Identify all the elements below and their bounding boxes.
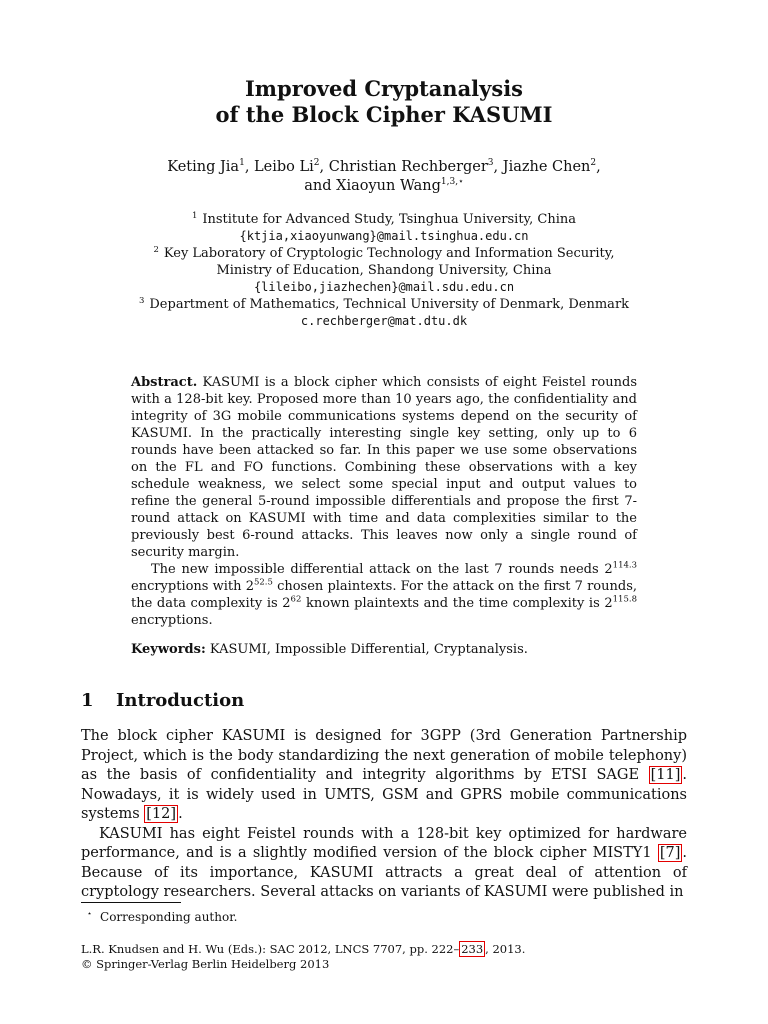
abstract-text: chosen plaintexts. For the attack on the first 7 rounds, the data complexity is 2 (131, 579, 637, 611)
body-text-run: KASUMI has eight Feistel rounds with a 128-bit key optimized for hardware performance, and is a slightly modified version of the block cipher MISTY1 (81, 825, 687, 861)
body-text-run: . Nowadays, it is widely used in UMTS, GSM and GPRS mobile communications systems (81, 767, 687, 822)
affiliation-email: c.rechberger@mat.dtu.dk (300, 314, 468, 328)
abstract-paragraph-1 (131, 374, 637, 561)
imprint-text: L.R. Knudsen and H. Wu (Eds.): SAC 2012, LNCS 7707, pp. 222– (81, 942, 460, 956)
author-name: Christian Rechberger (328, 159, 488, 175)
affiliation-name: Department of Mathematics, Technical University of Denmark, Denmark (149, 297, 630, 312)
affiliation-2 (0, 245, 768, 262)
citation-link[interactable]: [11] (650, 767, 681, 783)
author-affil-mark: 2 (313, 158, 320, 169)
body-text-run: . (178, 806, 183, 822)
affiliation-number: 3 (138, 295, 145, 306)
abstract-text: The new impossible differential attack on the last 7 rounds needs 2 (151, 562, 613, 577)
publication-imprint (81, 942, 525, 972)
abstract-label: Abstract. (131, 375, 198, 390)
page-range-link[interactable]: 233 (461, 942, 484, 956)
author-name: Jiazhe Chen (502, 159, 591, 175)
author-affil-mark: 1 (239, 158, 245, 169)
abstract-text: KASUMI is a block cipher which consists of eight Feistel rounds with a 128-bit key. Proposed more than 10 years ago, the confidentiality and integrity of 3G mobile communications systems depend on the security of KASUMI. In the practically interesting single key setting, only up to 6 rounds have been attacked so far. In this paper we use some observations on the FL and FO functions. Combining these observations with a key schedule weakness, we select some special input and output values to refine the general 5-round impossible differentials and propose the first 7-round attack on KASUMI with time and data complexities similar to the previously best 6-round attacks. This leaves now only a single round of security margin. (131, 375, 637, 560)
author-affil-mark: 2 (590, 158, 597, 169)
body-paragraph-2 (81, 825, 687, 903)
keywords-label: Keywords: (131, 642, 206, 657)
body-text-run: The block cipher KASUMI is designed for 3GPP (3rd Generation Partnership Project, which is the body standardizing the next generation of mobile telephony) as the basis of confidentiality and integrity algorithms by ETSI SAGE (81, 728, 687, 783)
affiliation-number: 2 (153, 244, 159, 255)
keywords (131, 641, 637, 658)
author-name: Leibo Li (254, 159, 314, 175)
affiliations (0, 211, 768, 330)
affiliation-name: Institute for Advanced Study, Tsinghua University, China (202, 212, 577, 227)
author-affil-mark: 3 (487, 158, 494, 169)
exponent: 115.8 (612, 594, 637, 605)
exponent: 52.5 (253, 577, 273, 588)
section-number: 1 (81, 690, 94, 711)
section-heading (81, 690, 244, 711)
imprint-citation (81, 942, 525, 957)
affiliation-3 (0, 296, 768, 313)
footnote-mark: ⋆ (87, 909, 93, 918)
title-line-1: Improved Cryptanalysis (244, 76, 523, 101)
author-name: and Xiaoyun Wang (304, 178, 441, 194)
section-title: Introduction (116, 690, 245, 711)
abstract-text: known plaintexts and the time complexity is 2 (301, 596, 613, 611)
affiliation-name: Key Laboratory of Cryptologic Technology and Information Security, (163, 246, 615, 261)
abstract (131, 374, 637, 658)
author-name: Keting Jia (167, 159, 240, 175)
affiliation-name-cont: Ministry of Education, Shandong University, China (216, 263, 552, 278)
affiliation-email: {ktjia,xiaoyunwang}@mail.tsinghua.edu.cn (239, 229, 529, 243)
title-line-2: of the Block Cipher KASUMI (215, 102, 553, 127)
abstract-paragraph-2 (131, 561, 637, 629)
author-list: Keting Jia$^1$, Leibo Li$^2$, Christian Rechberger$^3$, Jiazhe Chen$^2$, and Xiaoyun Wang$^{1,3,⋆}$ (167, 158, 601, 194)
imprint-copyright: © Springer-Verlag Berlin Heidelberg 2013 (81, 957, 330, 971)
paper-title (0, 76, 768, 128)
imprint-text: , 2013. (485, 942, 526, 956)
affiliation-email: {lileibo,jiazhechen}@mail.sdu.edu.cn (253, 280, 515, 294)
affiliation-1 (0, 211, 768, 228)
footnote (81, 906, 237, 925)
footnote-rule (81, 902, 181, 903)
exponent: 62 (290, 594, 302, 605)
citation-link[interactable]: [12] (146, 806, 177, 822)
affiliation-number: 1 (191, 210, 198, 221)
exponent: 114.3 (612, 560, 637, 571)
citation-link[interactable]: [7] (659, 845, 681, 861)
keywords-text: KASUMI, Impossible Differential, Cryptanalysis. (209, 642, 528, 657)
body-paragraph-1 (81, 727, 687, 825)
abstract-text: encryptions with 2 (131, 579, 254, 594)
body-text (81, 727, 687, 903)
abstract-text: encryptions. (131, 613, 213, 628)
body-text-run: . Because of its importance, KASUMI attracts a great deal of attention of cryptology researchers. Several attacks on variants of KASUMI were published in (81, 845, 687, 900)
footnote-text: Corresponding author. (100, 910, 238, 924)
author-affil-mark: 1,3,⋆ (440, 177, 464, 188)
